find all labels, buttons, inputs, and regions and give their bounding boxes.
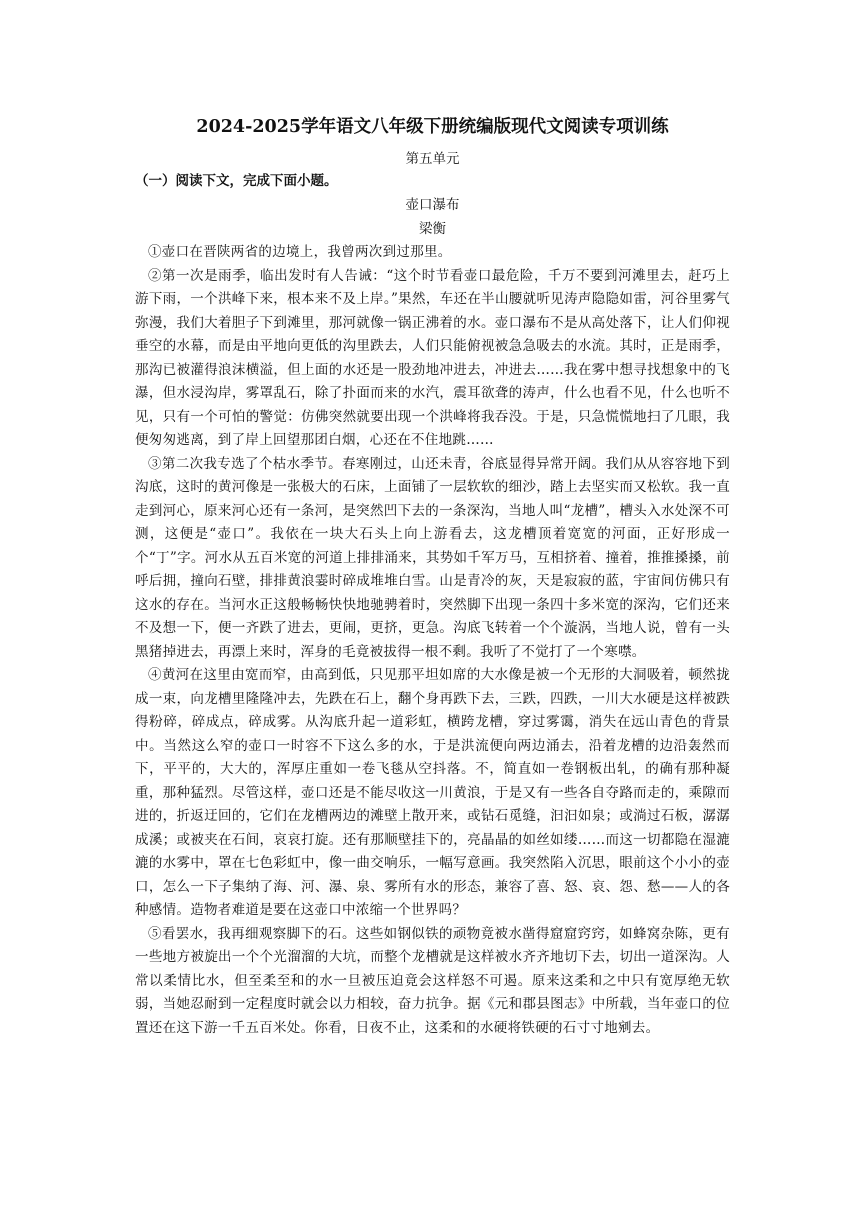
- document-page: [135, 114, 730, 1040]
- unit-label: 第五单元: [405, 151, 460, 167]
- paragraph-1: ①壶口在晋陕两省的边境上，我曾两次到过那里。: [148, 244, 452, 260]
- section-heading: （一）阅读下文，完成下面小题。: [135, 173, 338, 189]
- document-title: 2024-2025学年语文八年级下册统编版现代文阅读专项训练: [196, 117, 669, 137]
- essay-title: 壶口瀑布: [405, 197, 460, 213]
- paragraph-4: ④黄河在这里由宽而窄，由高到低，只见那平坦如席的大水像是被一个无形的大洞吸着，顿然拢成一束，向龙槽里隆隆冲去，先跌在石上，翻个身再跌下去，三跌，四跌，一川大水硬是这样被跌得粉碎，碎成点，碎成雾。从沟底升起一道彩虹，横跨龙槽，穿过雾霭，消失在远山青色的背景中。当然这么窄的壶口一时容不下这么多的水，于是洪流便向两边涌去，沿着龙槽的边沿轰然而下，平平的，大大的，浑厚庄重如一卷飞毯从空抖落。不，简直如一卷钢板出轧，的确有那种凝重，那种猛烈。尽管这样，壶口还是不能尽收这一川黄浪，于是又有一些各自夺路而走的，乘隙而进的，折返迂回的，它们在龙槽两边的滩壁上散开来，或钻石觅缝，汩汩如泉；或淌过石板，潺潺成溪；或被夹在石间，哀哀打旋。还有那顺壁挂下的，亮晶晶的如丝如缕……而这一切都隐在湿漉漉的水雾中，罩在七色彩虹中，像一曲交响乐，一幅写意画。我突然陷入沉思，眼前这个小小的壶口，怎么一下子集纳了海、河、瀑、泉、雾所有水的形态，兼容了喜、怒、哀、怨、愁——人的各种感情。造物者难道是要在这壶口中浓缩一个世界吗？: [135, 667, 730, 918]
- paragraph-3: ③第二次我专选了个枯水季节。春寒刚过，山还未青，谷底显得异常开阔。我们从从容容地下到沟底，这时的黄河像是一张极大的石床，上面铺了一层软软的细沙，踏上去坚实而又松软。我一直走到河心，原来河心还有一条河，是突然凹下去的一条深沟，当地人叫“龙槽”，槽头入水处深不可测，这便是“壶口”。我依在一块大石头上向上游看去，这龙槽顶着宽宽的河面，正好形成一个“丁”字。河水从五百米宽的河道上排排涌来，其势如千军万马，互相挤着、撞着，推推搡搡，前呼后拥，撞向石壁，排排黄浪霎时碎成堆堆白雪。山是青冷的灰，天是寂寂的蓝，宇宙间仿佛只有这水的存在。当河水正这般畅畅快快地驰骋着时，突然脚下出现一条四十多米宽的深沟，它们还来不及想一下，便一齐跌了进去，更闹，更挤，更急。沟底飞转着一个个漩涡，当地人说，曾有一头黑猪掉进去，再漂上来时，浑身的毛竟被拔得一根不剩。我听了不觉打了一个寒噤。: [135, 455, 730, 660]
- paragraph-2: ②第一次是雨季，临出发时有人告诫：“这个时节看壶口最危险，千万不要到河滩里去，赶巧上游下雨，一个洪峰下来，根本来不及上岸。”果然，车还在半山腰就听见涛声隐隐如雷，河谷里雾气弥漫，我们大着胆子下到滩里，那河就像一锅正沸着的水。壶口瀑布不是从高处落下，让人们仰视垂空的水幕，而是由平地向更低的沟里跌去，人们只能俯视被急急吸去的水流。其时，正是雨季，那沟已被灌得浪沫横溢，但上面的水还是一股劲地冲进去，冲进去……我在雾中想寻找想象中的飞瀑，但水浸沟岸，雾罩乱石，除了扑面而来的水汽，震耳欲聋的涛声，什么也看不见，什么也听不见，只有一个可怕的警觉：仿佛突然就要出现一个洪峰将我吞没。于是，只急慌慌地扫了几眼，我便匆匆逃离，到了岸上回望那团白烟，心还在不住地跳……: [135, 267, 730, 448]
- essay-author: 梁衡: [419, 220, 446, 237]
- paragraph-5: ⑤看罢水，我再细观察脚下的石。这些如钢似铁的顽物竟被水凿得窟窟窍窍，如蜂窝杂陈，更有一些地方被旋出一个个光溜溜的大坑，而整个龙槽就是这样被水齐齐地切下去，切出一道深沟。人常以柔情比水，但至柔至和的水一旦被压迫竟会这样怒不可遏。原来这柔和之中只有宽厚绝无软弱，当她忍耐到一定程度时就会以力相较，奋力抗争。据《元和郡县图志》中所载，当年壶口的位置还在这下游一千五百米处。你看，日夜不止，这柔和的水硬将铁硬的石寸寸地剜去。: [135, 925, 730, 1036]
